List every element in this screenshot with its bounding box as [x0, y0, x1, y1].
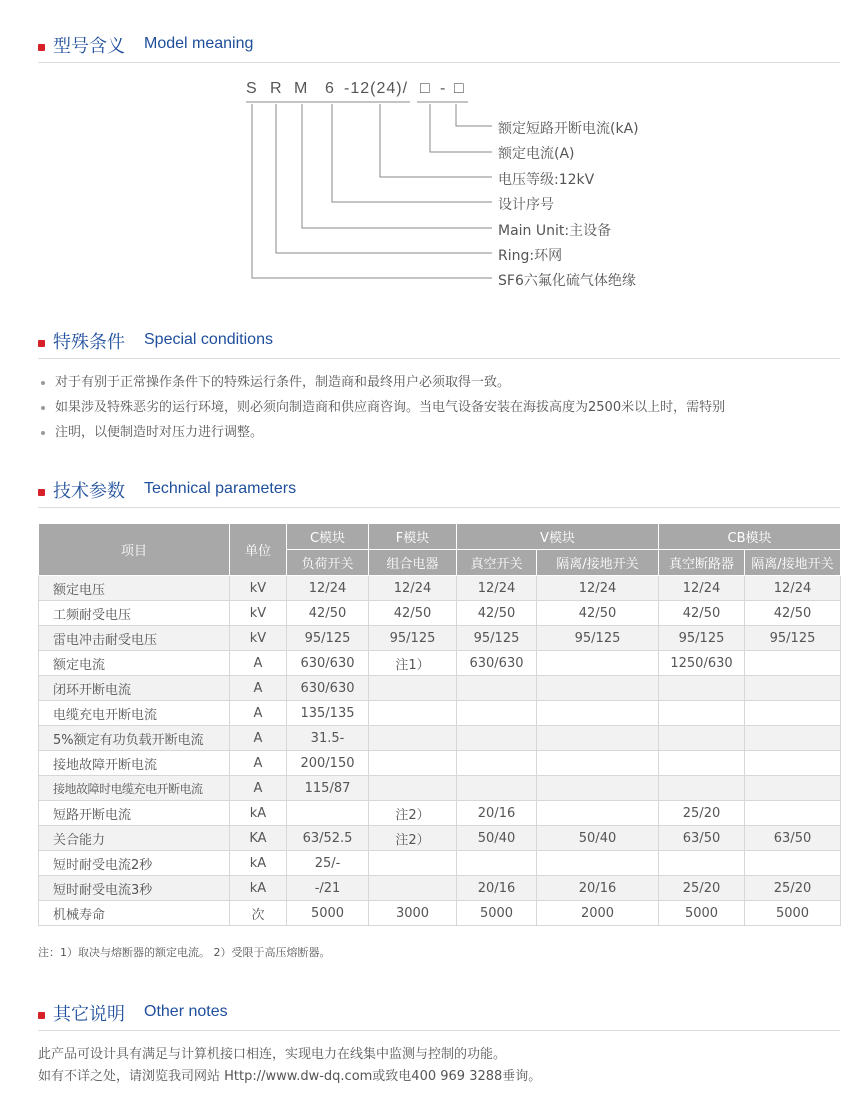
cell-c: 31.5-: [287, 726, 369, 751]
header-group-c: C模块: [287, 524, 369, 550]
cell-item: 关合能力: [39, 826, 230, 851]
cell-cb2: 25/20: [745, 876, 841, 901]
cell-f: [369, 751, 457, 776]
cell-v2: [537, 851, 659, 876]
leader-lines: [240, 80, 660, 300]
cell-unit: kV: [230, 601, 287, 626]
red-square-bullet-icon: [38, 340, 45, 347]
cell-v2: [537, 676, 659, 701]
cell-cb1: 25/20: [659, 801, 745, 826]
code-char-6: 6: [325, 80, 335, 97]
cell-unit: kA: [230, 851, 287, 876]
cell-f: [369, 701, 457, 726]
cell-unit: A: [230, 676, 287, 701]
cell-unit: A: [230, 701, 287, 726]
cell-cb1: [659, 701, 745, 726]
cell-item: 额定电压: [39, 576, 230, 601]
cell-f: [369, 851, 457, 876]
table-row: [39, 776, 841, 801]
list-item: 如果涉及特殊恶劣的运行环境，则必须向制造商和供应商咨询。当电气设备安装在海拔高度为2500米以上时，需特别: [38, 395, 840, 420]
cell-c: 630/630: [287, 676, 369, 701]
cell-v2: 50/40: [537, 826, 659, 851]
cell-f: [369, 726, 457, 751]
table-row: [39, 726, 841, 751]
conditions-list: [38, 370, 840, 445]
cell-c: 5000: [287, 901, 369, 926]
section-title-en: Special conditions: [144, 331, 273, 348]
section-title-zh: 型号含义: [53, 36, 125, 57]
cell-cb1: 42/50: [659, 601, 745, 626]
model-label-rated-current: 额定电流(A): [498, 146, 575, 162]
table-row: [39, 601, 841, 626]
cell-item: 短时耐受电流2秒: [39, 851, 230, 876]
cell-unit: A: [230, 751, 287, 776]
cell-unit: kV: [230, 626, 287, 651]
cell-cb1: 5000: [659, 901, 745, 926]
cell-v1: [457, 726, 537, 751]
cell-c: 115/87: [287, 776, 369, 801]
header-group-f: F模块: [369, 524, 457, 550]
table-row: [39, 876, 841, 901]
cell-v1: 95/125: [457, 626, 537, 651]
model-label-short-circuit: 额定短路开断电流(kA): [498, 121, 639, 137]
cell-v1: 50/40: [457, 826, 537, 851]
cell-v1: 12/24: [457, 576, 537, 601]
cell-v1: [457, 701, 537, 726]
cell-v2: [537, 701, 659, 726]
cell-c: 12/24: [287, 576, 369, 601]
model-label-ring: Ring:环网: [498, 248, 563, 264]
cell-cb2: 5000: [745, 901, 841, 926]
code-char-voltage: -12(24)/: [344, 80, 409, 97]
section-header-other: [38, 1000, 840, 1031]
code-char-r: R: [270, 80, 283, 97]
cell-cb1: [659, 751, 745, 776]
table-row: [39, 701, 841, 726]
table-row: [39, 851, 841, 876]
cell-f: 注2）: [369, 826, 457, 851]
section-title-zh: 技术参数: [53, 481, 125, 502]
cell-cb2: [745, 651, 841, 676]
cell-v2: [537, 776, 659, 801]
cell-f: 注1）: [369, 651, 457, 676]
code-char-box-1: □: [420, 80, 431, 97]
technical-parameters-table: [38, 523, 841, 926]
cell-cb2: 95/125: [745, 626, 841, 651]
table-row: [39, 801, 841, 826]
cell-cb2: [745, 776, 841, 801]
table-row: [39, 676, 841, 701]
cell-c: 630/630: [287, 651, 369, 676]
cell-f: [369, 876, 457, 901]
cell-v1: 42/50: [457, 601, 537, 626]
cell-cb2: [745, 726, 841, 751]
cell-v1: 630/630: [457, 651, 537, 676]
cell-v1: 5000: [457, 901, 537, 926]
cell-unit: A: [230, 776, 287, 801]
cell-item: 额定电流: [39, 651, 230, 676]
cell-cb1: 95/125: [659, 626, 745, 651]
table-footnote: 注：1）取决与熔断器的额定电流。 2）受限于高压熔断器。: [38, 946, 331, 959]
cell-cb1: [659, 676, 745, 701]
code-char-m: M: [294, 80, 309, 97]
cell-v2: [537, 751, 659, 776]
header-sub-combo: 组合电器: [369, 550, 457, 576]
cell-cb2: 42/50: [745, 601, 841, 626]
section-title-zh: 其它说明: [53, 1004, 125, 1025]
cell-v2: 42/50: [537, 601, 659, 626]
cell-item: 机械寿命: [39, 901, 230, 926]
header-sub-isolation-v: 隔离/接地开关: [537, 550, 659, 576]
cell-f: [369, 776, 457, 801]
cell-f: 42/50: [369, 601, 457, 626]
cell-v2: 12/24: [537, 576, 659, 601]
red-square-bullet-icon: [38, 44, 45, 51]
list-item: 注明，以便制造时对压力进行调整。: [38, 420, 840, 445]
cell-item: 短时耐受电流3秒: [39, 876, 230, 901]
model-code-diagram: [240, 80, 660, 300]
cell-cb2: [745, 676, 841, 701]
section-title-en: Other notes: [144, 1003, 228, 1020]
cell-v2: [537, 651, 659, 676]
cell-cb1: 25/20: [659, 876, 745, 901]
code-char-dash: -: [440, 80, 447, 97]
code-char-box-2: □: [454, 80, 465, 97]
cell-unit: kV: [230, 576, 287, 601]
cell-v2: 2000: [537, 901, 659, 926]
cell-v2: 95/125: [537, 626, 659, 651]
cell-cb1: [659, 726, 745, 751]
header-sub-load-switch: 负荷开关: [287, 550, 369, 576]
cell-unit: KA: [230, 826, 287, 851]
section-title-en: Model meaning: [144, 35, 254, 52]
cell-cb1: [659, 776, 745, 801]
cell-item: 接地故障开断电流: [39, 751, 230, 776]
cell-v1: [457, 751, 537, 776]
section-header-conditions: [38, 328, 840, 359]
cell-c: 95/125: [287, 626, 369, 651]
cell-cb2: [745, 701, 841, 726]
cell-c: 135/135: [287, 701, 369, 726]
cell-v2: 20/16: [537, 876, 659, 901]
cell-v2: [537, 801, 659, 826]
cell-f: 注2）: [369, 801, 457, 826]
cell-v1: [457, 676, 537, 701]
red-square-bullet-icon: [38, 489, 45, 496]
list-item: 对于有别于正常操作条件下的特殊运行条件，制造商和最终用户必须取得一致。: [38, 370, 840, 395]
model-label-sf6: SF6六氟化硫气体绝缘: [498, 273, 636, 289]
section-title-zh: 特殊条件: [53, 332, 125, 353]
cell-cb2: [745, 751, 841, 776]
cell-cb1: 12/24: [659, 576, 745, 601]
cell-c: -/21: [287, 876, 369, 901]
cell-unit: kA: [230, 801, 287, 826]
cell-cb2: [745, 801, 841, 826]
section-header-params: [38, 477, 840, 508]
model-label-design: 设计序号: [498, 197, 554, 213]
cell-v1: 20/16: [457, 876, 537, 901]
cell-f: 12/24: [369, 576, 457, 601]
table-row: [39, 901, 841, 926]
cell-f: 3000: [369, 901, 457, 926]
cell-cb1: [659, 851, 745, 876]
header-item: 项目: [39, 524, 230, 576]
code-char-s: S: [246, 80, 258, 97]
cell-v1: [457, 851, 537, 876]
cell-unit: kA: [230, 876, 287, 901]
other-note-line: 如有不详之处，请浏览我司网站 Http://www.dw-dq.com或致电400 969 3288垂询。: [38, 1069, 542, 1084]
cell-c: [287, 801, 369, 826]
cell-item: 工频耐受电压: [39, 601, 230, 626]
cell-unit: A: [230, 726, 287, 751]
header-group-v: V模块: [457, 524, 659, 550]
cell-unit: 次: [230, 901, 287, 926]
cell-cb2: [745, 851, 841, 876]
cell-unit: A: [230, 651, 287, 676]
table-row: [39, 651, 841, 676]
cell-cb2: 12/24: [745, 576, 841, 601]
table-row: [39, 576, 841, 601]
cell-item: 闭环开断电流: [39, 676, 230, 701]
table-row: [39, 626, 841, 651]
table-row: [39, 826, 841, 851]
cell-v1: 20/16: [457, 801, 537, 826]
section-header-model: [38, 32, 840, 63]
cell-cb2: 63/50: [745, 826, 841, 851]
cell-item: 雷电冲击耐受电压: [39, 626, 230, 651]
cell-v1: [457, 776, 537, 801]
red-square-bullet-icon: [38, 1012, 45, 1019]
header-group-cb: CB模块: [659, 524, 841, 550]
model-label-voltage: 电压等级:12kV: [498, 172, 595, 188]
cell-item: 电缆充电开断电流: [39, 701, 230, 726]
other-note-line: 此产品可设计具有满足与计算机接口相连，实现电力在线集中监测与控制的功能。: [38, 1047, 507, 1062]
cell-c: 200/150: [287, 751, 369, 776]
header-sub-vacuum-breaker: 真空断路器: [659, 550, 745, 576]
cell-f: 95/125: [369, 626, 457, 651]
cell-item: 接地故障时电缆充电开断电流: [39, 776, 230, 801]
section-title-en: Technical parameters: [144, 480, 297, 497]
header-sub-vacuum-switch: 真空开关: [457, 550, 537, 576]
cell-cb1: 63/50: [659, 826, 745, 851]
cell-item: 短路开断电流: [39, 801, 230, 826]
cell-f: [369, 676, 457, 701]
cell-item: 5%额定有功负载开断电流: [39, 726, 230, 751]
cell-c: 25/-: [287, 851, 369, 876]
cell-cb1: 1250/630: [659, 651, 745, 676]
model-label-main-unit: Main Unit:主设备: [498, 223, 612, 239]
other-notes: [38, 1044, 541, 1088]
table-row: [39, 751, 841, 776]
header-sub-isolation-cb: 隔离/接地开关: [745, 550, 841, 576]
cell-c: 42/50: [287, 601, 369, 626]
cell-c: 63/52.5: [287, 826, 369, 851]
cell-v2: [537, 726, 659, 751]
header-unit: 单位: [230, 524, 287, 576]
